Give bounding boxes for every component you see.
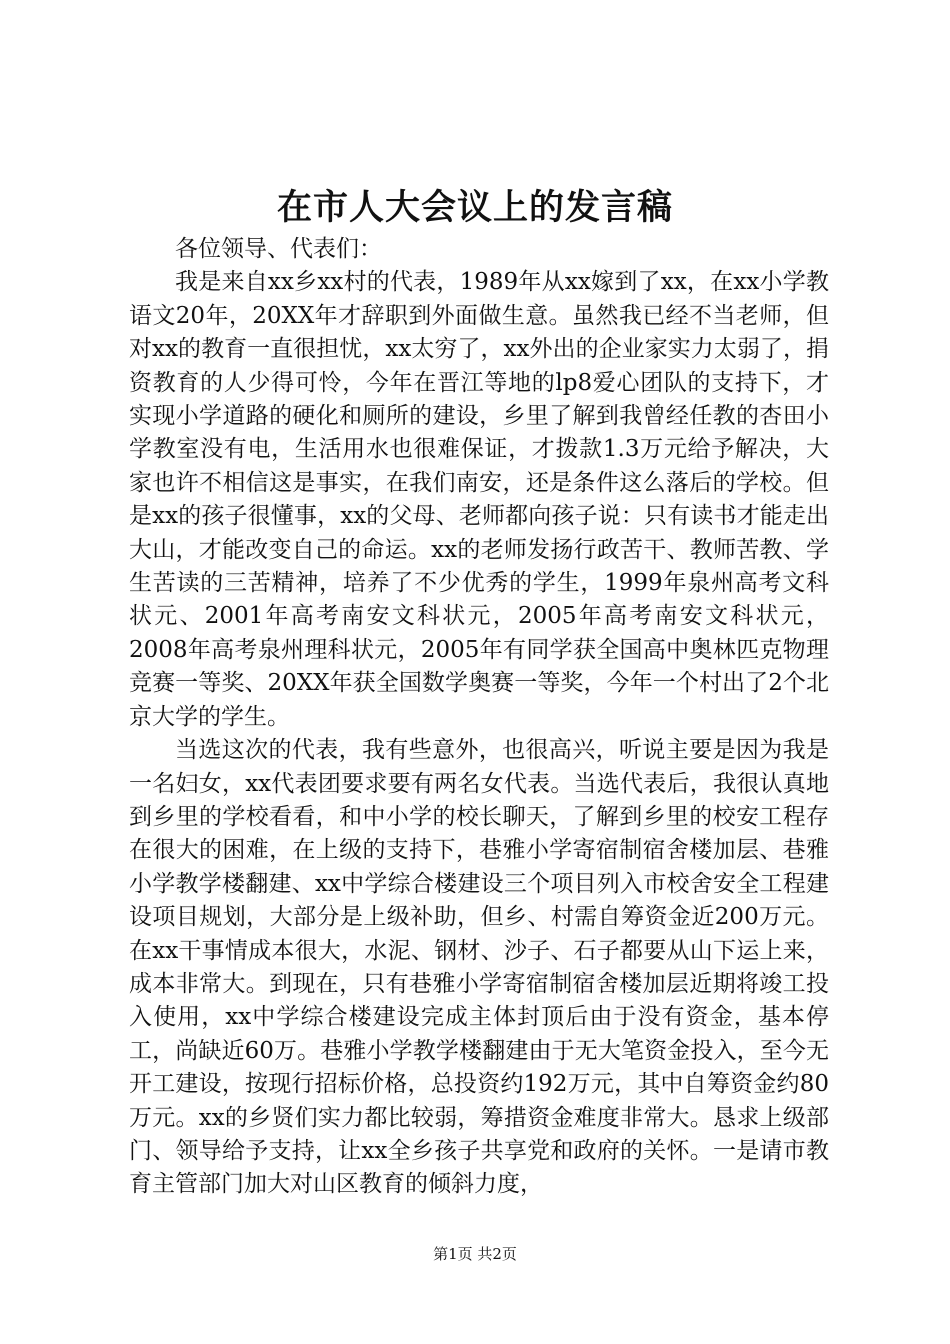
body-paragraph-1: 我是来自xx乡xx村的代表，1989年从xx嫁到了xx，在xx小学教语文20年，20XX年才辞职到外面做生意。虽然我已经不当老师，但对xx的教育一直很担忧，xx太穷了，xx外出的企业家实力太弱了，捐资教育的人少得可怜，今年在晋江等地的lp8爱心团队的支持下，才实现小学道路的硬化和厕所的建设，乡里了解到我曾经任教的杏田小学教室没有电，生活用水也很难保证，才拨款1.3万元给予解决，大家也许不相信这是事实，在我们南安，还是条件这么落后的学校。但是xx的孩子很懂事，xx的父母、老师都向孩子说：只有读书才能走出大山，才能改变自己的命运。xx的老师发扬行政苦干、教师苦教、学生苦读的三苦精神，培养了不少优秀的学生，1999年泉州高考文科状元、2001年高考南安文科状元，2005年高考南安文科状元，2008年高考泉州理科状元，2005年有同学获全国高中奥林匹克物理竞赛一等奖、20XX年获全国数学奥赛一等奖，今年一个村出了2个北京大学的学生。 xyxy=(129,269,829,730)
document-title: 在市人大会议上的发言稿 xyxy=(276,187,673,228)
body-paragraph-2: 当选这次的代表，我有些意外，也很高兴，听说主要是因为我是一名妇女，xx代表团要求要有两名女代表。当选代表后，我很认真地到乡里的学校看看，和中小学的校长聊天，了解到乡里的校安工程存在很大的困难，在上级的支持下，巷雅小学寄宿制宿舍楼加层、巷雅小学教学楼翻建、xx中学综合楼建设三个项目列入市校舍安全工程建设项目规划，大部分是上级补助，但乡、村需自筹资金近200万元。在xx干事情成本很大，水泥、钢材、沙子、石子都要从山下运上来，成本非常大。到现在，只有巷雅小学寄宿制宿舍楼加层近期将竣工投入使用，xx中学综合楼建设完成主体封顶后由于没有资金，基本停工，尚缺近60万。巷雅小学教学楼翻建由于无大笔资金投入，至今无开工建设，按现行招标价格，总投资约192万元，其中自筹资金约80万元。xx的乡贤们实力都比较弱，筹措资金难度非常大。恳求上级部门、领导给予支持，让xx全乡孩子共享党和政府的关怀。一是请市教育主管部门加大对山区教育的倾斜力度， xyxy=(129,737,829,1198)
document-body xyxy=(129,233,829,1202)
salutation-paragraph: 各位领导、代表们： xyxy=(175,236,382,262)
page-footer: 第1页 共2页 xyxy=(433,1245,517,1263)
